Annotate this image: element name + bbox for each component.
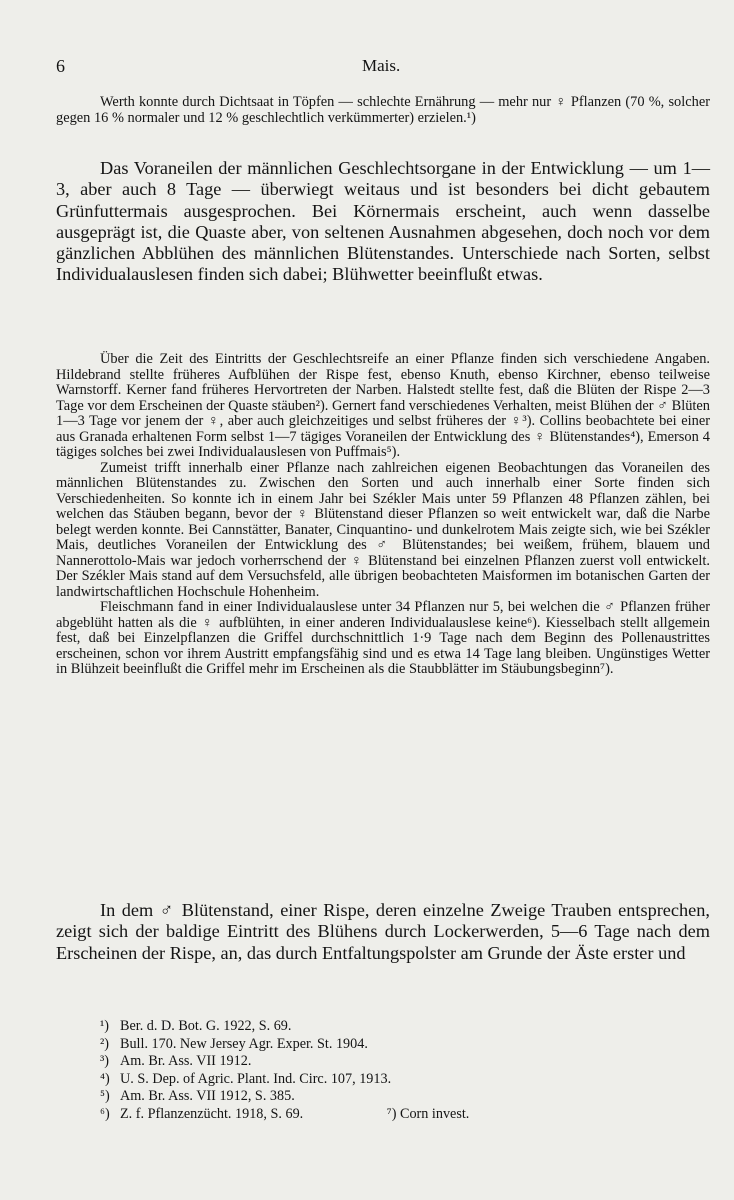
paragraph-text: Das Voraneilen der männlichen Geschlechtsorgane in der Entwicklung — um 1—3, aber auch 8 Tage — überwiegt weitaus und ist besonders bei dicht gebautem Grünfuttermais ausgesprochen. Bei Körnermais erscheint, auch wenn dasselbe ausgeprägt ist, die Quaste aber, von seltenen Ausnahmen abgesehen, doch noch vor dem gänzlichen Abblühen des männlichen Blütenstandes. Unterschiede nach Sorten, selbst Individualauslesen finden sich dabei; Blühwetter beeinflußt etwas.	[56, 158, 710, 285]
paragraph-werth	[56, 95, 710, 126]
footnote-marker: ³)	[100, 1053, 109, 1069]
footnote-marker: ⁴)	[100, 1070, 110, 1087]
footnote-text: Am. Br. Ass. VII 1912.	[120, 1053, 252, 1069]
footnote	[100, 1071, 620, 1089]
footnote-text: Ber. d. D. Bot. G. 1922, S. 69.	[120, 1018, 292, 1034]
footnote	[100, 1106, 620, 1124]
footnote-marker: ²)	[100, 1035, 109, 1052]
footnote	[100, 1036, 620, 1054]
small-print-section	[56, 352, 710, 678]
paragraph-zumeist: Zumeist trifft innerhalb einer Pflanze nach zahlreichen eigenen Beobachtungen das Voraneilen des männlichen Blütenstandes zu. Zwischen den Sorten und auch innerhalb einer Sorte finden sich Verschiedenheiten. So konnte ich in einem Jahr bei Székler Mais unter 59 Pflanzen 48 Pflanzen zählen, bei welchen das Stäuben begann, bevor der ♀ Blütenstand dieser Pflanzen so weit entwickelt war, daß die Narbe belegt werden konnte. Bei Cannstätter, Banater, Cinquantino- und dunkelrotem Mais zeigte sich, wie bei Székler Mais, deutliches Voraneilen der Entwicklung des ♂ Blütenstandes; bei weißem, frühem, blauem und Nannerottolo-Mais war jedoch vorherrschend der ♀ Blütenstand bei einzelnen Pflanzen zuerst voll entwickelt. Der Székler Mais stand auf dem Versuchsfeld, alle übrigen beobachteten Maisformen im botanischen Garten der landwirtschaftlichen Hochschule Hohenheim.	[56, 459, 710, 600]
footnote-marker: ⁶)	[100, 1105, 110, 1122]
footnote-inline	[387, 1106, 470, 1124]
paragraph-voraneilen	[56, 158, 710, 286]
page-header	[56, 56, 694, 80]
footnote-marker: ¹)	[100, 1018, 109, 1034]
footnotes	[100, 1018, 620, 1123]
footnote	[100, 1088, 620, 1106]
paragraph-text: In dem ♂ Blütenstand, einer Rispe, deren einzelne Zweige Trauben entsprechen, zeigt sich der baldige Eintritt des Blühens durch Lockerwerden, 5—6 Tage nach dem Erscheinen der Rispe, an, das durch Entfaltungspolster am Grunde der Äste erster und	[56, 900, 710, 963]
footnote-text: Corn invest.	[399, 1105, 470, 1122]
footnote	[100, 1053, 620, 1071]
page-number: 6	[56, 56, 65, 76]
paragraph-zeit: Über die Zeit des Eintritts der Geschlechtsreife an einer Pflanze finden sich verschiedene Angaben. Hildebrand stellte früheres Aufblühen der Rispe fest, ebenso Knuth, ebenso Kirchner, ebenso teilweise Warnstorff. Kerner fand früheres Hervortreten der Narben. Halstedt stellte fest, daß die Blüten der Rispe 2—3 Tage vor dem Erscheinen der Quaste stäuben²). Gernert fand verschiedenes Verhalten, meist Blühen der ♂ Blüten 1—3 Tage vor jenem der ♀, aber auch gleichzeitiges und selbst früheres der ♀³). Collins beobachtete bei einer aus Granada erhaltenen Form selbst 1—7 tägiges Voraneilen der Entwicklung des ♀ Blütenstandes⁴), Emerson 4 tägiges solches bei zwei Individualauslesen von Puffmais⁵).	[56, 351, 710, 460]
footnote-marker: ⁷)	[386, 1105, 397, 1122]
paragraph-fleischmann: Fleischmann fand in einer Individualauslese unter 34 Pflanzen nur 5, bei welchen die ♂ Pflanzen früher abgeblüht hatten als die ♀ aufblühten, in einer anderen Individualauslese keine⁶). Kiesselbach stellt allgemein fest, daß bei Einzelpflanzen die Griffel durchschnittlich 1·9 Tage nach dem Beginn des Pollenaustrittes erscheinen, schon vor ihrem Austritt empfangsfähig sind und es etwa 14 Tage lang bleiben. Ungünstiges Wetter in Blühzeit beeinflußt die Griffel mehr im Erscheinen als die Staubblätter im Stäubungsbeginn⁷).	[56, 599, 710, 677]
paragraph-bluetenstand	[56, 900, 710, 964]
running-title: Mais.	[362, 56, 401, 75]
footnote	[100, 1018, 620, 1036]
footnote-text: Z. f. Pflanzenzücht. 1918, S. 69.	[120, 1105, 304, 1122]
paragraph-text: Werth konnte durch Dichtsaat in Töpfen — schlechte Ernährung — mehr nur ♀ Pflanzen (70 %, solcher gegen 16 % normaler und 12 % geschlechtlich verkümmerter) erzielen.¹)	[56, 94, 710, 126]
footnote-text: Am. Br. Ass. VII 1912, S. 385.	[120, 1088, 295, 1104]
footnote-text: Bull. 170. New Jersey Agr. Exper. St. 1904.	[120, 1035, 368, 1052]
footnote-marker: ⁵)	[100, 1088, 110, 1104]
footnote-text: U. S. Dep. of Agric. Plant. Ind. Circ. 107, 1913.	[120, 1070, 392, 1087]
